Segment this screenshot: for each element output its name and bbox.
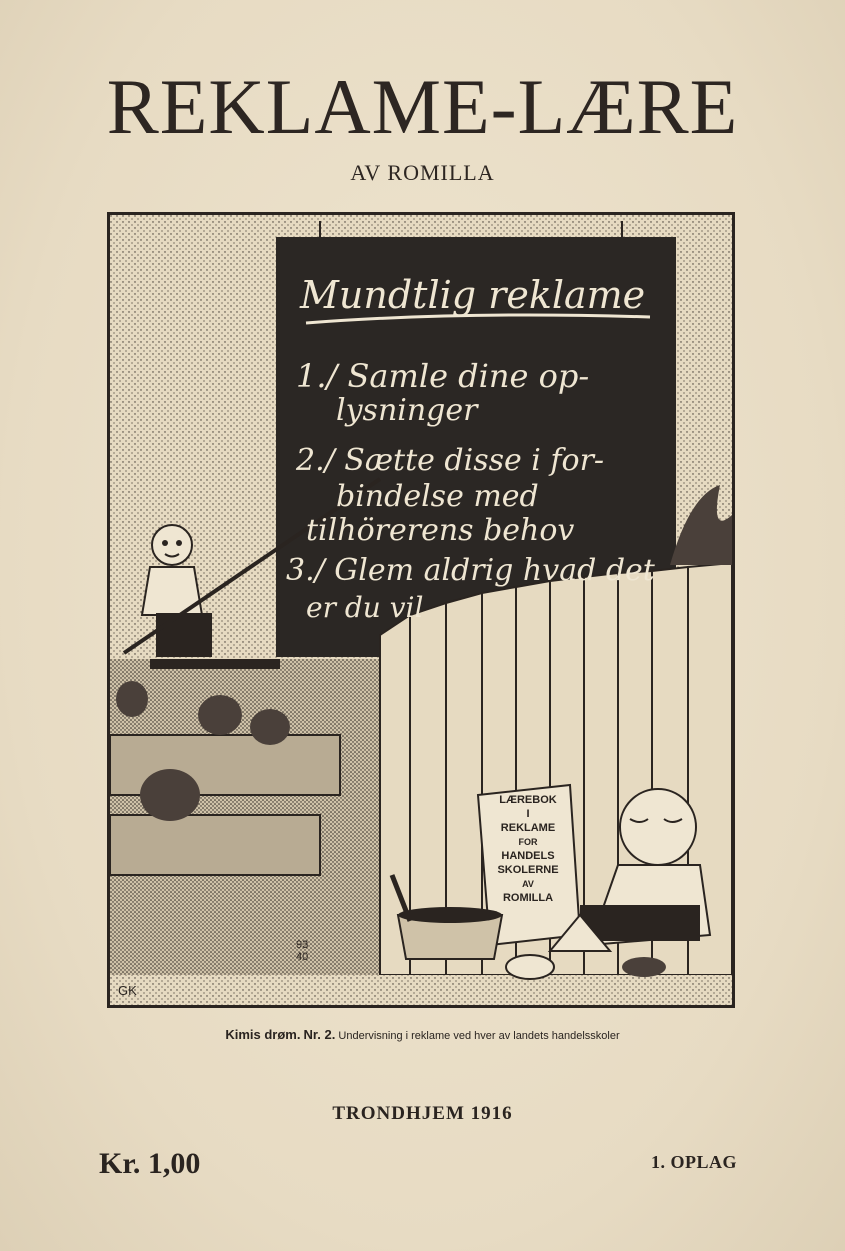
book-line: ROMILLA [502, 892, 554, 904]
book-line: I [526, 808, 530, 820]
price: Kr. 1,00 [99, 1147, 201, 1180]
chalkboard-line: 1./ Samle dine op- [296, 357, 590, 395]
chalkboard-line: lysninger [336, 393, 478, 428]
book-sign-text [488, 793, 568, 905]
sign-number: 40 [296, 951, 309, 963]
place-year: TRONDHJEM 1916 [332, 1103, 513, 1124]
book-line: FOR [518, 837, 538, 847]
cover-illustration [107, 212, 735, 1008]
cover-title: REKLAME-LÆRE [106, 63, 739, 150]
chalkboard-line: tilhörerens behov [306, 513, 575, 548]
caption-text: Undervisning i reklame ved hver av landets handelsskoler [338, 1030, 620, 1042]
artist-signature: GK [118, 983, 137, 998]
chalkboard-line: er du vil [306, 591, 424, 624]
book-line: SKOLERNE [497, 864, 559, 876]
caption-number: Nr. 2. [303, 1027, 336, 1042]
chalkboard-line: bindelse med [336, 479, 539, 514]
caption-title: Kimis drøm. [225, 1027, 301, 1042]
illustration-caption [0, 1027, 845, 1042]
chalkboard-line: 3./ Glem aldrig hvad det [286, 553, 655, 588]
pupil-head [116, 681, 148, 717]
edition: 1. OPLAG [650, 1152, 737, 1172]
book-line: HANDELS [501, 850, 555, 862]
book-line: LÆREBOK [499, 794, 557, 806]
cover-author: AV ROMILLA [350, 160, 495, 185]
sign-number: 93 [296, 939, 309, 951]
sign-numbers [296, 939, 308, 963]
book-line: REKLAME [500, 822, 556, 834]
book-line: AV [522, 879, 534, 889]
chalkboard-title: Mundtlig reklame [300, 273, 646, 317]
chalkboard-line: 2./ Sætte disse i for- [296, 443, 605, 478]
